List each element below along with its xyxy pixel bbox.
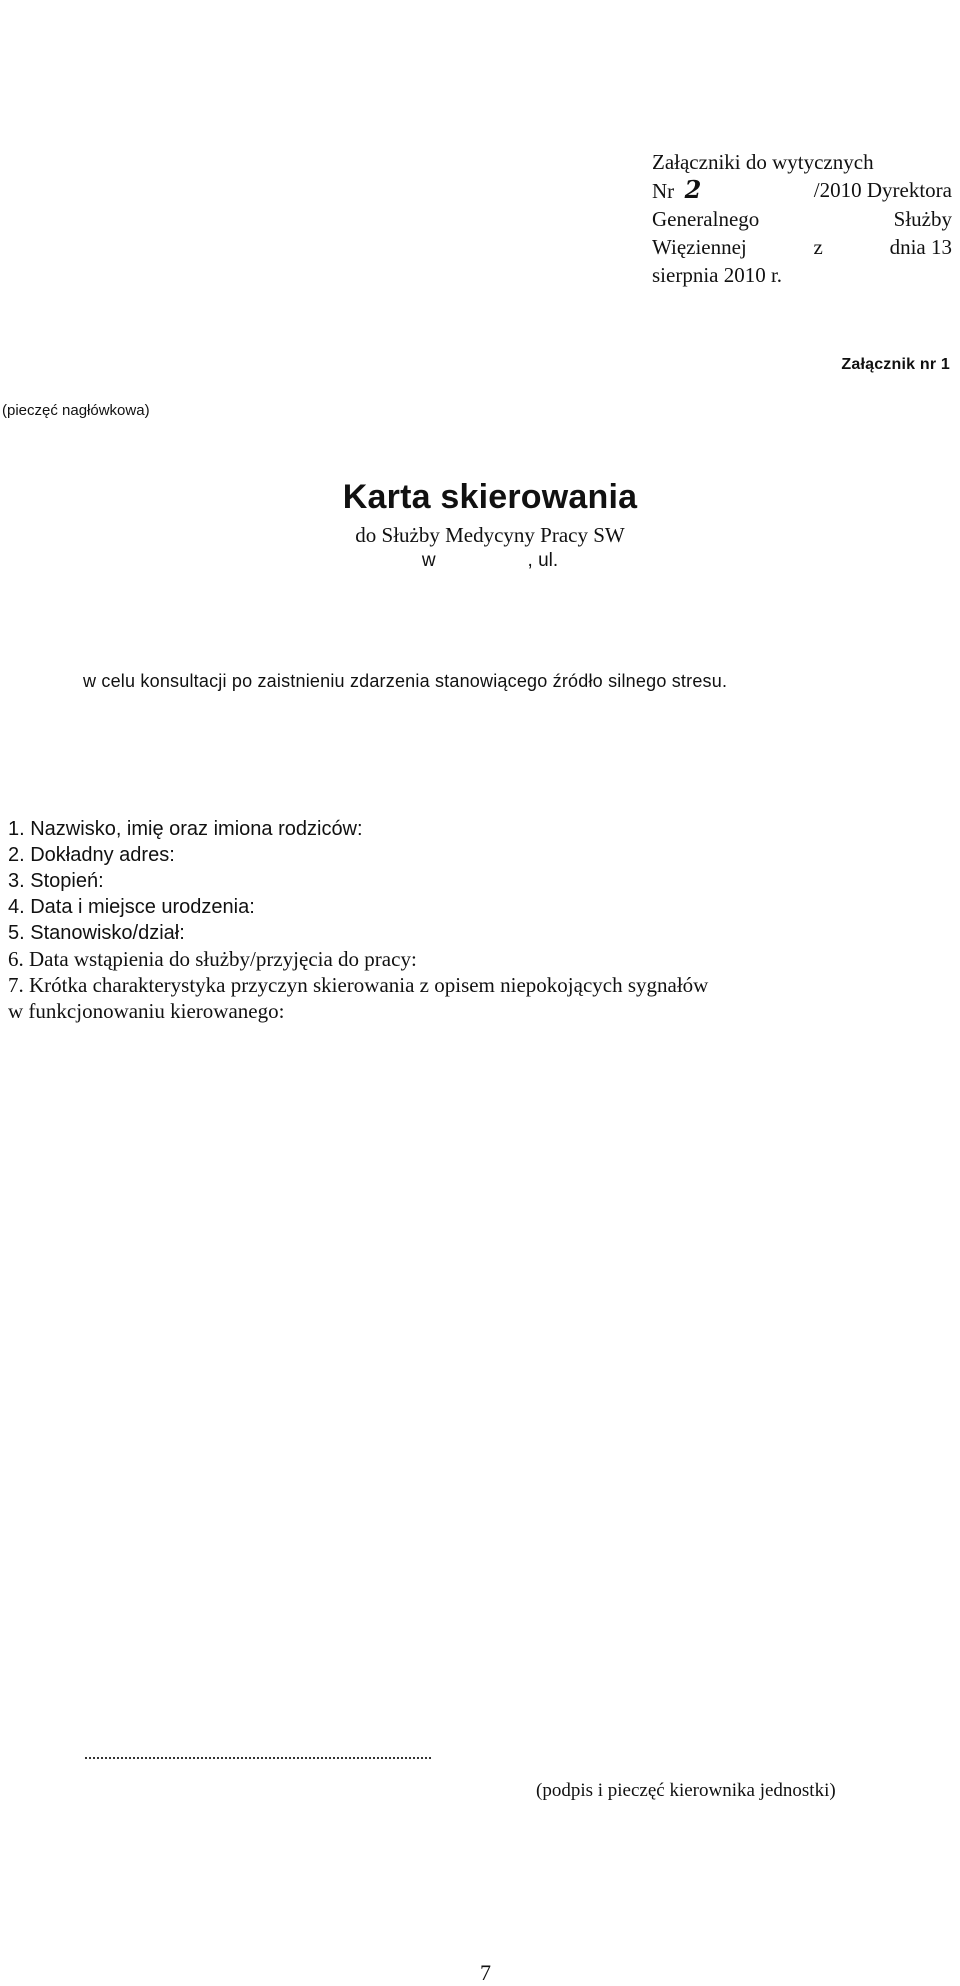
header-text: z: [813, 235, 823, 259]
handwritten-number: 2: [684, 175, 702, 204]
header-line-5: sierpnia 2010 r.: [652, 263, 783, 287]
page-number: 7: [480, 1960, 491, 1985]
header-text: Służby: [893, 207, 952, 231]
title-block: [0, 478, 960, 572]
document-subtitle: do Służby Medycyny Pracy SW: [355, 523, 625, 547]
header-text: Generalnego: [652, 207, 760, 231]
header-block: [652, 148, 952, 289]
field-item: 5. Stanowisko/dział:: [8, 922, 185, 944]
field-item: 3. Stopień:: [8, 870, 104, 892]
header-nr-label: Nr: [652, 179, 675, 203]
stamp-label: (pieczęć nagłówkowa): [2, 402, 150, 419]
document-title: Karta skierowania: [342, 478, 638, 516]
address-ul: , ul.: [527, 550, 559, 571]
header-line-2-rest: /2010 Dyrektora: [813, 178, 952, 202]
field-item: 4. Data i miejsce urodzenia:: [8, 896, 255, 918]
field-item: 6. Data wstąpienia do służby/przyjęcia do pracy:: [8, 947, 417, 971]
field-item: 2. Dokładny adres:: [8, 844, 175, 866]
field-item: 7. Krótka charakterystyka przyczyn skierowania z opisem niepokojących sygnałów: [8, 973, 709, 997]
attachment-number: Załącznik nr 1: [841, 356, 950, 373]
field-item: w funkcjonowaniu kierowanego:: [8, 999, 285, 1023]
header-text: dnia 13: [889, 235, 952, 259]
header-line-2: [652, 176, 952, 205]
address-w: w: [421, 550, 436, 571]
fields-list: [8, 816, 948, 1024]
purpose-text: w celu konsultacji po zaistnieniu zdarzenia stanowiącego źródło silnego stresu.: [83, 671, 728, 691]
header-line-1: Załączniki do wytycznych: [652, 150, 874, 174]
header-line-4: [652, 233, 952, 261]
field-item: 1. Nazwisko, imię oraz imiona rodziców:: [8, 818, 363, 840]
address-line: [0, 550, 960, 572]
header-line-3: [652, 205, 952, 233]
signature-line: [85, 1757, 431, 1759]
signature-caption: (podpis i pieczęć kierownika jednostki): [536, 1780, 836, 1801]
header-text: Więziennej: [652, 235, 747, 259]
